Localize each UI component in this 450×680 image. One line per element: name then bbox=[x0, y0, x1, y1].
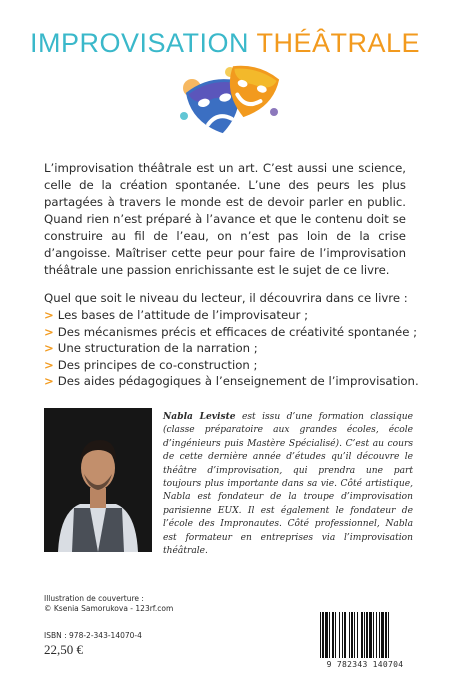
barcode-bar bbox=[351, 612, 353, 658]
chevron-right-icon: > bbox=[44, 308, 54, 322]
barcode-bar bbox=[357, 612, 358, 658]
list-item: > Des principes de co-construction ; bbox=[44, 357, 258, 372]
price-text: 22,50 € bbox=[44, 642, 83, 657]
barcode-bar bbox=[385, 612, 387, 658]
barcode-bar bbox=[376, 612, 377, 658]
barcode-bar bbox=[332, 612, 334, 658]
book-title bbox=[0, 28, 450, 59]
chevron-right-icon: > bbox=[44, 357, 54, 372]
barcode-bar bbox=[381, 612, 384, 658]
barcode-bar bbox=[344, 612, 346, 658]
author-name: Nabla Leviste bbox=[163, 411, 236, 422]
barcode-bar bbox=[354, 612, 355, 658]
barcode-bar bbox=[335, 612, 336, 658]
barcode-bar bbox=[373, 612, 374, 658]
barcode-bar bbox=[339, 612, 340, 658]
barcode-bar bbox=[364, 612, 365, 658]
barcode-bar bbox=[366, 612, 368, 658]
barcode-bar bbox=[342, 612, 343, 658]
reader-lead: Quel que soit le niveau du lecteur, il découvrira dans ce livre : bbox=[44, 291, 408, 305]
list-item: > Des mécanismes précis et efficaces de créativité spontanée ; bbox=[44, 324, 418, 339]
list-item: > Les bases de l’attitude de l’improvisateur ; bbox=[44, 308, 309, 322]
chevron-right-icon: > bbox=[44, 324, 54, 339]
author-bio: Nabla Leviste est issu d’une formation classique (classe préparatoire aux grandes écoles, école d’ingénieurs puis Mastère Spécialisé). C’est au cours de cette dernière année d’études qu’il découvre le théâtre d’improvisation, qui prendra une part toujours plus importante dans sa vie. Côté artistique, Nabla est fondateur de la troupe d’improvisation parisienne EUX. Il est également le fondateur de l’école des Impronautes. Côté professionnel, Nabla est formateur en entreprises via l’improvisation théâtrale. bbox=[163, 411, 413, 557]
title-part-2: THÉÂTRALE bbox=[256, 28, 421, 58]
barcode-bar bbox=[322, 612, 324, 658]
barcode-icon bbox=[318, 612, 414, 658]
barcode-bar bbox=[325, 612, 328, 658]
barcode-bar bbox=[329, 612, 330, 658]
cover-credit: Illustration de couverture : © Ksenia Samorukova - 123rf.com bbox=[44, 594, 174, 613]
author-photo bbox=[44, 408, 152, 552]
barcode-digits: 9 782343 140704 bbox=[326, 660, 404, 669]
chevron-right-icon: > bbox=[44, 374, 54, 389]
barcode-bar bbox=[349, 612, 350, 658]
list-item: > Une structuration de la narration ; bbox=[44, 341, 258, 356]
isbn-text: ISBN : 978-2-343-14070-4 bbox=[44, 631, 142, 640]
theatre-masks-icon bbox=[170, 58, 290, 140]
barcode-bar bbox=[369, 612, 372, 658]
topics-list bbox=[44, 307, 424, 390]
intro-paragraph: L’improvisation théâtrale est un art. C’est aussi une science, celle de la création spontanée. L’une des peurs les plus partagées à travers le monde est de devoir parler en public. Quand rien n’est préparé à l’avance et que le contenu doit se construire au fil de l’eau, on n’est pas loin de la crise d’angoisse. Maîtriser cette peur pour faire de l’improvisation théâtrale une passion enrichissante est le sujet de ce livre. bbox=[44, 161, 406, 277]
barcode-bar bbox=[320, 612, 321, 658]
barcode-bar bbox=[361, 612, 363, 658]
barcode-bar bbox=[379, 612, 380, 658]
title-part-1: IMPROVISATION bbox=[29, 28, 249, 58]
list-item: > Des aides pédagogiques à l’enseignement de l’improvisation. bbox=[44, 374, 419, 389]
chevron-right-icon: > bbox=[44, 341, 54, 356]
barcode-bar bbox=[388, 612, 389, 658]
